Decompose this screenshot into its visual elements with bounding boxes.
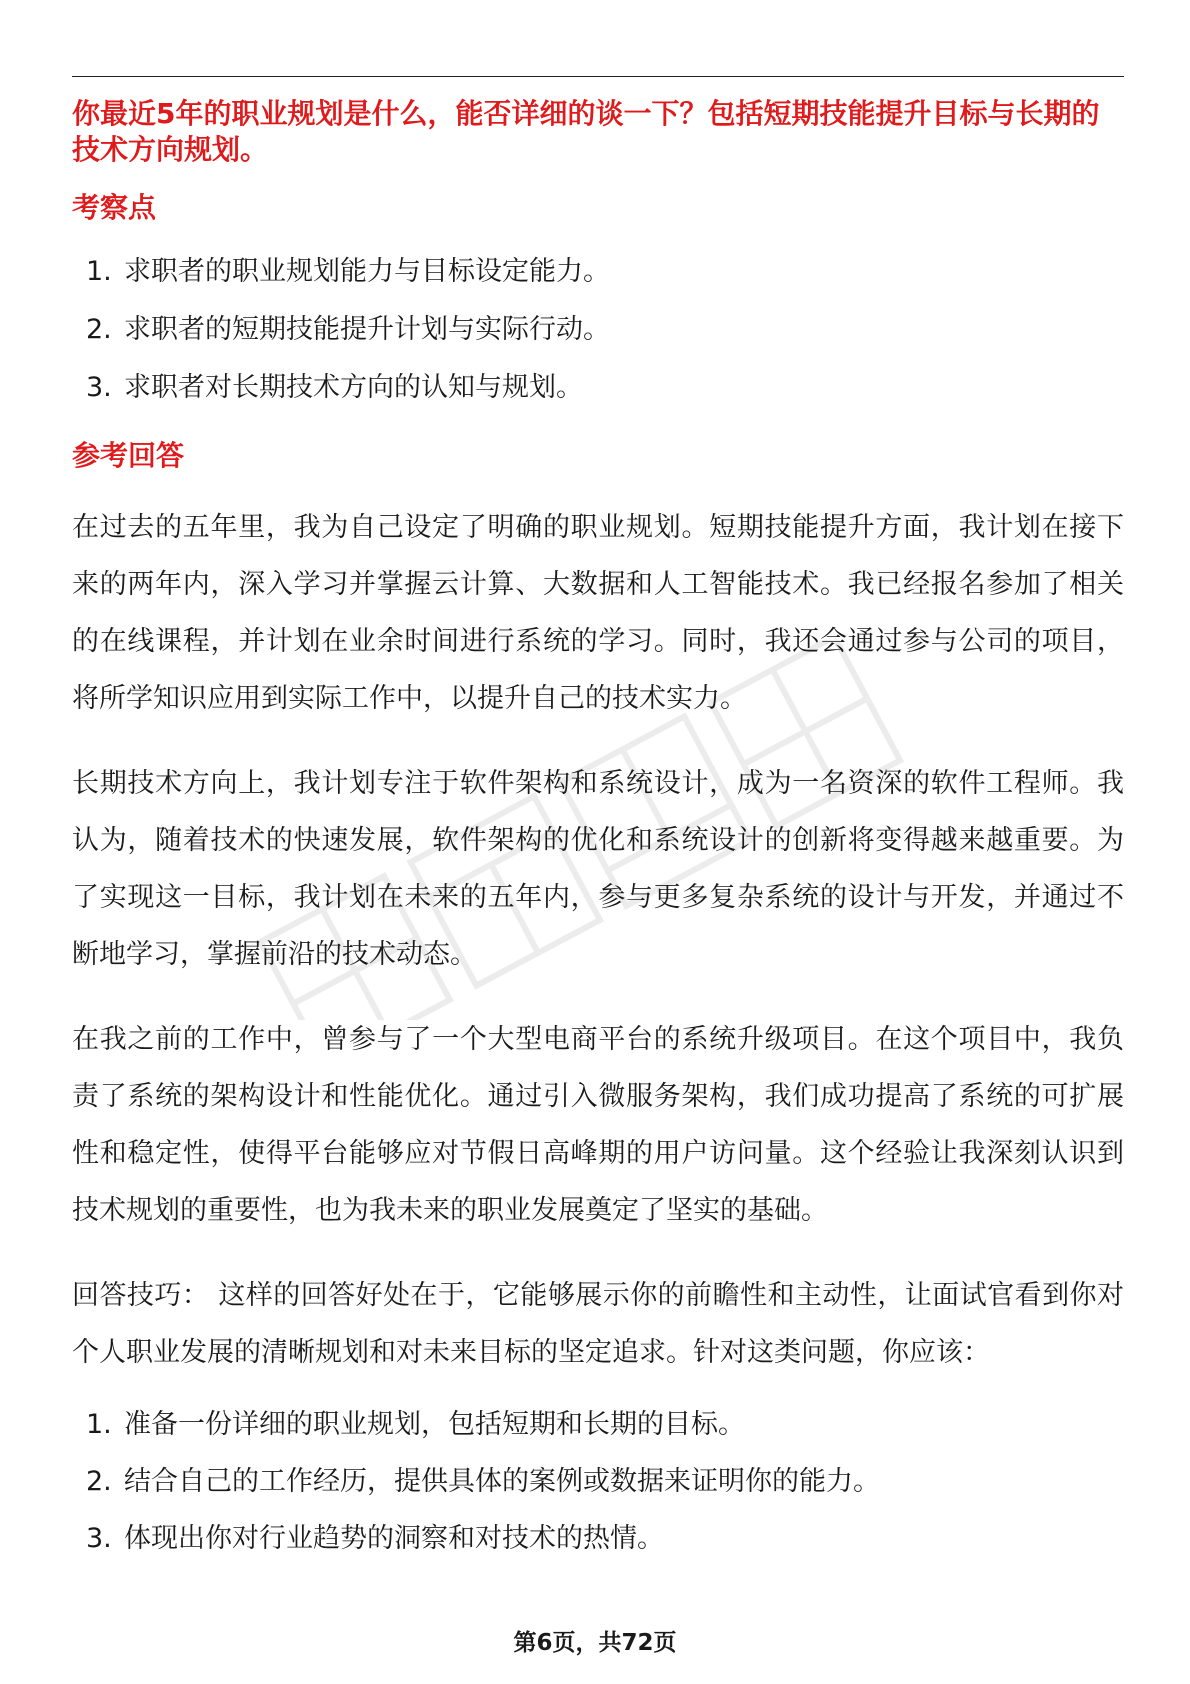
list-item (72, 1521, 1124, 1557)
list-text: 体现出你对行业趋势的洞察和对技术的热情。 (124, 1523, 664, 1554)
list-item (72, 254, 1124, 290)
list-number: 3. (86, 1523, 112, 1554)
list-item (72, 1407, 1124, 1443)
list-number: 3. (86, 372, 112, 403)
answer-paragraph: 长期技术方向上，我计划专注于软件架构和系统设计，成为一名资深的软件工程师。我认为，随着技术的快速发展，软件架构的优化和系统设计的创新将变得越来越重要。为了实现这一目标，我计划在未来的五年内，参与更多复杂系统的设计与开发，并通过不断地学习，掌握前沿的技术动态。 (72, 768, 1124, 970)
header-rule (72, 76, 1124, 77)
list-text: 求职者的职业规划能力与目标设定能力。 (124, 256, 610, 287)
list-text: 准备一份详细的职业规划，包括短期和长期的目标。 (124, 1409, 745, 1440)
list-text: 求职者的短期技能提升计划与实际行动。 (124, 314, 610, 345)
tips-paragraph: 回答技巧： 这样的回答好处在于，它能够展示你的前瞻性和主动性，让面试官看到你对个人职业发展的清晰规划和对未来目标的坚定追求。针对这类问题，你应该： (72, 1280, 1124, 1368)
list-text: 求职者对长期技术方向的认知与规划。 (124, 372, 583, 403)
focus-section-title: 考察点 (72, 191, 157, 224)
list-number: 1. (86, 1409, 112, 1440)
question-heading: 你最近5年的职业规划是什么，能否详细的谈一下？包括短期技能提升目标与长期的技术方向规划。 (72, 97, 1100, 166)
answer-paragraph: 在过去的五年里，我为自己设定了明确的职业规划。短期技能提升方面，我计划在接下来的两年内，深入学习并掌握云计算、大数据和人工智能技术。我已经报名参加了相关的在线课程，并计划在业余时间进行系统的学习。同时，我还会通过参与公司的项目，将所学知识应用到实际工作中，以提升自己的技术实力。 (72, 512, 1124, 714)
answer-paragraph: 在我之前的工作中，曾参与了一个大型电商平台的系统升级项目。在这个项目中，我负责了系统的架构设计和性能优化。通过引入微服务架构，我们成功提高了系统的可扩展性和稳定性，使得平台能够应对节假日高峰期的用户访问量。这个经验让我深刻认识到技术规划的重要性，也为我未来的职业发展奠定了坚实的基础。 (72, 1024, 1124, 1226)
list-number: 2. (86, 1466, 112, 1497)
page-number-footer: 第6页，共72页 (513, 1630, 677, 1656)
document-body (72, 96, 1124, 1557)
list-item (72, 1464, 1124, 1500)
list-item (72, 312, 1124, 348)
focus-points-list (72, 254, 1124, 406)
list-item (72, 370, 1124, 406)
tips-list (72, 1407, 1124, 1557)
answer-section-title: 参考回答 (72, 439, 185, 472)
list-number: 2. (86, 314, 112, 345)
list-text: 结合自己的工作经历，提供具体的案例或数据来证明你的能力。 (124, 1466, 880, 1497)
list-number: 1. (86, 256, 112, 287)
